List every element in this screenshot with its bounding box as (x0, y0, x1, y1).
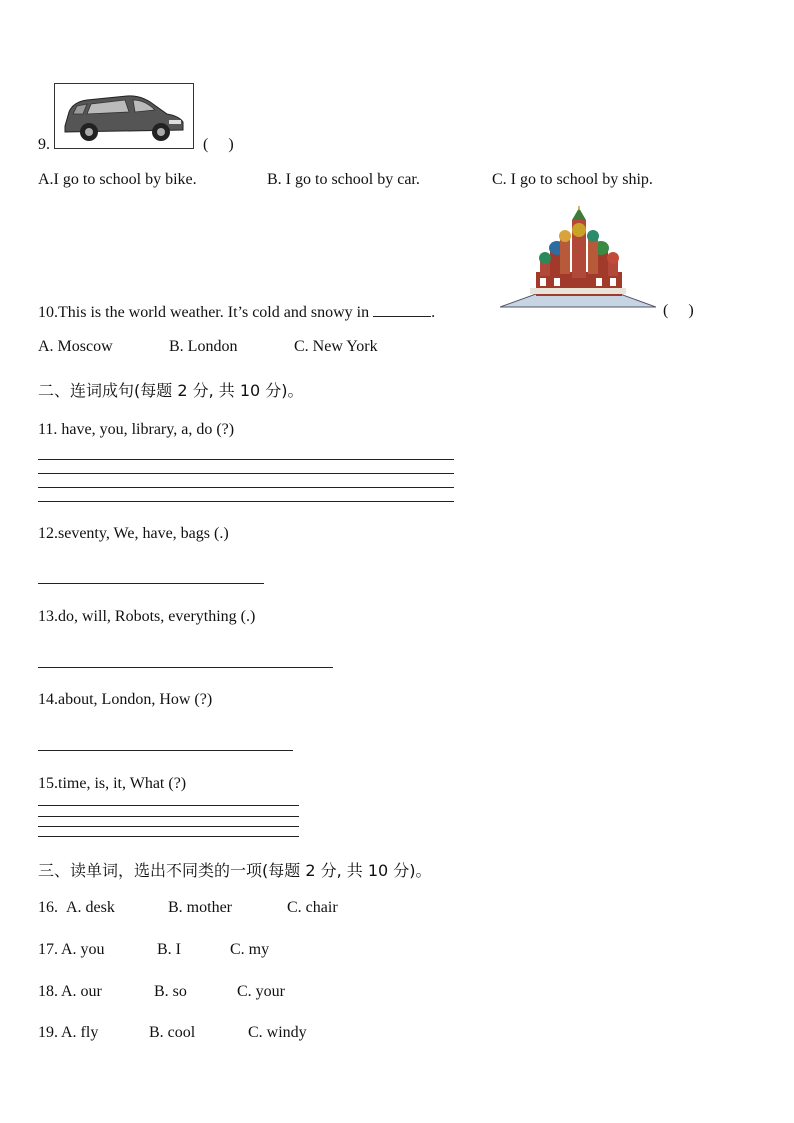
question-15: 15.time, is, it, What (?) (38, 775, 187, 792)
option-16b: B. mother (168, 899, 232, 916)
question-10-number: 10. (38, 304, 58, 321)
answer-line-11-2 (38, 473, 454, 474)
answer-line-14 (38, 750, 293, 751)
question-18-number: 18. (38, 983, 58, 1000)
option-19b: B. cool (149, 1024, 196, 1041)
question-12: 12.seventy, We, have, bags (.) (38, 525, 229, 542)
option-10c: C. New York (294, 338, 378, 355)
option-17b: B. I (157, 941, 181, 958)
option-19c: C. windy (248, 1024, 307, 1041)
question-10-text: This is the world weather. It’s cold and snowy in (58, 304, 374, 321)
answer-line-15-1 (38, 805, 299, 806)
option-18a: A. our (61, 983, 102, 1000)
answer-line-11-3 (38, 487, 454, 488)
option-9b: B. I go to school by car. (267, 171, 420, 188)
question-17-number: 17. (38, 941, 58, 958)
question-11: 11. have, you, library, a, do (?) (38, 421, 235, 438)
answer-line-15-3 (38, 826, 299, 827)
option-17c: C. my (230, 941, 270, 958)
answer-line-12 (38, 583, 264, 584)
option-10a: A. Moscow (38, 338, 113, 355)
car-icon (55, 84, 193, 148)
answer-line-15-2 (38, 816, 299, 817)
question-10-period: . (431, 304, 436, 321)
question-13: 13.do, will, Robots, everything (.) (38, 608, 256, 625)
answer-paren-9: ( ) (203, 136, 234, 153)
answer-line-11-1 (38, 459, 454, 460)
option-9c: C. I go to school by ship. (492, 171, 653, 188)
answer-line-13 (38, 667, 333, 668)
option-17a: A. you (61, 941, 105, 958)
question-10 (38, 302, 435, 322)
option-16a: A. desk (66, 899, 115, 916)
option-16c: C. chair (287, 899, 338, 916)
section-3-title: 三、读单词，选出不同类的一项(每题 2 分, 共 10 分)。 (38, 861, 432, 880)
option-10b: B. London (169, 338, 238, 355)
answer-blank-10 (373, 302, 431, 317)
answer-line-11-4 (38, 501, 454, 502)
question-19-number: 19. (38, 1024, 58, 1041)
answer-paren-10: ( ) (663, 302, 694, 319)
car-picture (54, 83, 194, 149)
question-9-number: 9. (38, 136, 50, 153)
question-16-number: 16. (38, 899, 58, 916)
option-19a: A. fly (61, 1024, 99, 1041)
answer-line-15-4 (38, 836, 299, 837)
option-9a: A.I go to school by bike. (38, 171, 197, 188)
section-2-title: 二、连词成句(每题 2 分, 共 10 分)。 (38, 381, 304, 400)
moscow-cathedral-picture (500, 206, 656, 310)
option-18c: C. your (237, 983, 285, 1000)
question-14: 14.about, London, How (?) (38, 691, 213, 708)
option-18b: B. so (154, 983, 187, 1000)
